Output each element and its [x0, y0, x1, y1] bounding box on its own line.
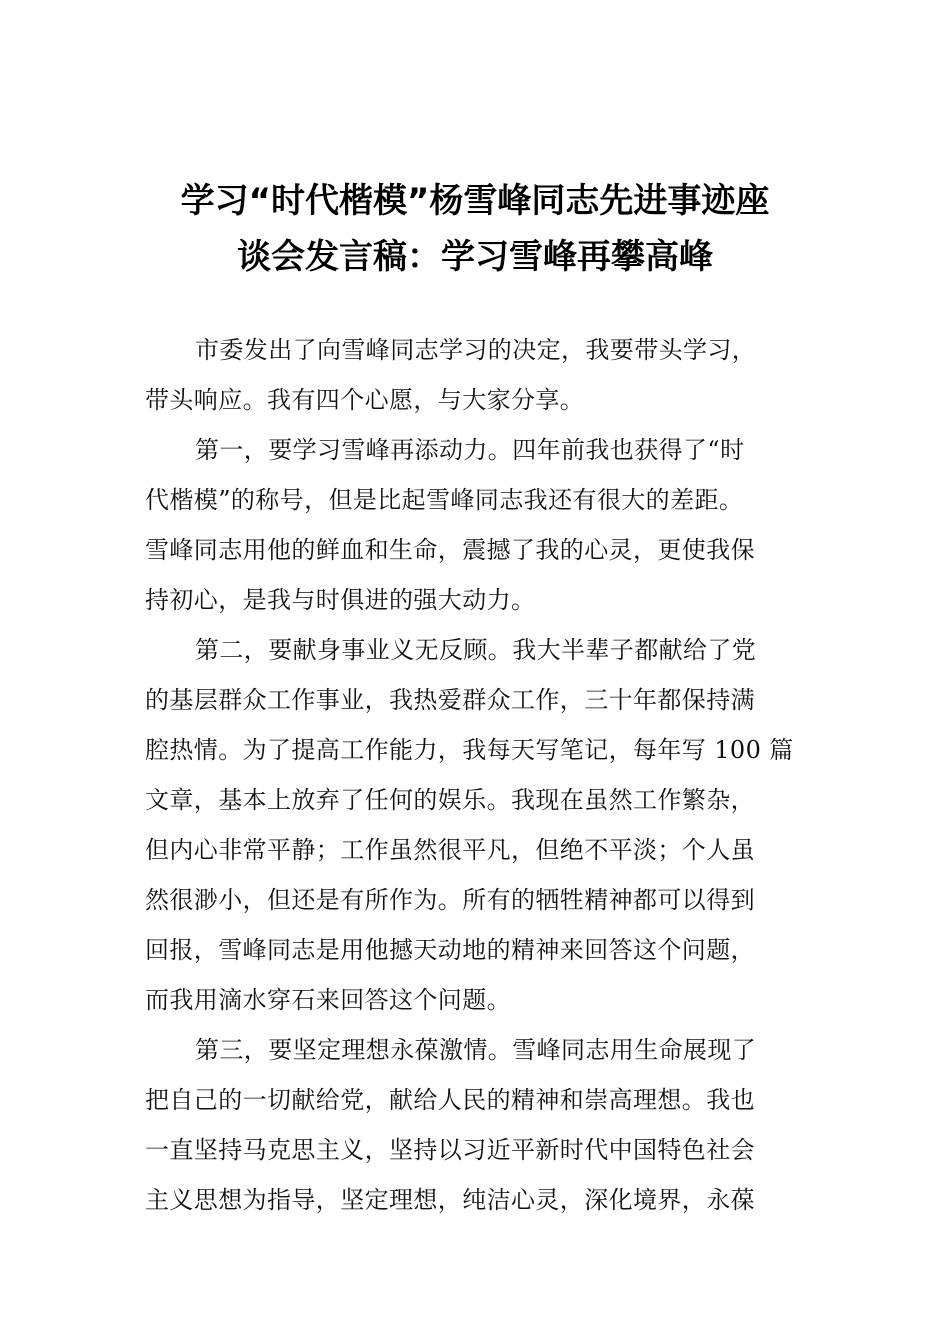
paragraph-third-wish: [145, 1025, 807, 1225]
paragraph-line: 但内心非常平静；工作虽然很平凡，但绝不平淡；个人虽: [145, 836, 755, 864]
paragraph-second-wish: [145, 625, 807, 1025]
document-title: [120, 173, 830, 285]
paragraph-line: 回报，雪峰同志是用他撼天动地的精神来回答这个问题，: [145, 936, 755, 964]
paragraph-first-wish: [145, 425, 807, 625]
paragraph-line: 腔热情。为了提高工作能力，我每天写笔记，每年写 100 篇: [145, 736, 794, 764]
paragraph-intro: [145, 325, 807, 425]
paragraph-line: 一直坚持马克思主义，坚持以习近平新时代中国特色社会: [145, 1136, 755, 1164]
document-body: [145, 325, 807, 1225]
paragraph-line: 主义思想为指导，坚定理想，纯洁心灵，深化境界，永葆: [145, 1186, 755, 1214]
paragraph-line: 把自己的一切献给党，献给人民的精神和崇高理想。我也: [145, 1086, 755, 1114]
paragraph-line: 然很渺小，但还是有所作为。所有的牺牲精神都可以得到: [145, 886, 755, 914]
paragraph-line: 第三，要坚定理想永葆激情。雪峰同志用生命展现了: [195, 1036, 757, 1064]
paragraph-line: 雪峰同志用他的鲜血和生命，震撼了我的心灵，更使我保: [145, 536, 755, 564]
paragraph-line: 而我用滴水穿石来回答这个问题。: [145, 986, 511, 1014]
paragraph-line: 的基层群众工作事业，我热爱群众工作，三十年都保持满: [145, 686, 755, 714]
title-line-2: 谈会发言稿：学习雪峰再攀高峰: [237, 237, 713, 277]
paragraph-line: 第一，要学习雪峰再添动力。四年前我也获得了“时: [195, 436, 745, 464]
paragraph-line: 持初心，是我与时俱进的强大动力。: [145, 586, 536, 614]
paragraph-line: 第二，要献身事业义无反顾。我大半辈子都献给了党: [195, 636, 757, 664]
paragraph-line: 代楷模”的称号，但是比起雪峰同志我还有很大的差距。: [145, 486, 744, 514]
paragraph-line: 带头响应。我有四个心愿，与大家分享。: [145, 386, 585, 414]
paragraph-line: 市委发出了向雪峰同志学习的决定，我要带头学习，: [195, 336, 757, 364]
title-line-1: 学习“时代楷模”杨雪峰同志先进事迹座: [180, 181, 770, 221]
paragraph-line: 文章，基本上放弃了任何的娱乐。我现在虽然工作繁杂，: [145, 786, 755, 814]
